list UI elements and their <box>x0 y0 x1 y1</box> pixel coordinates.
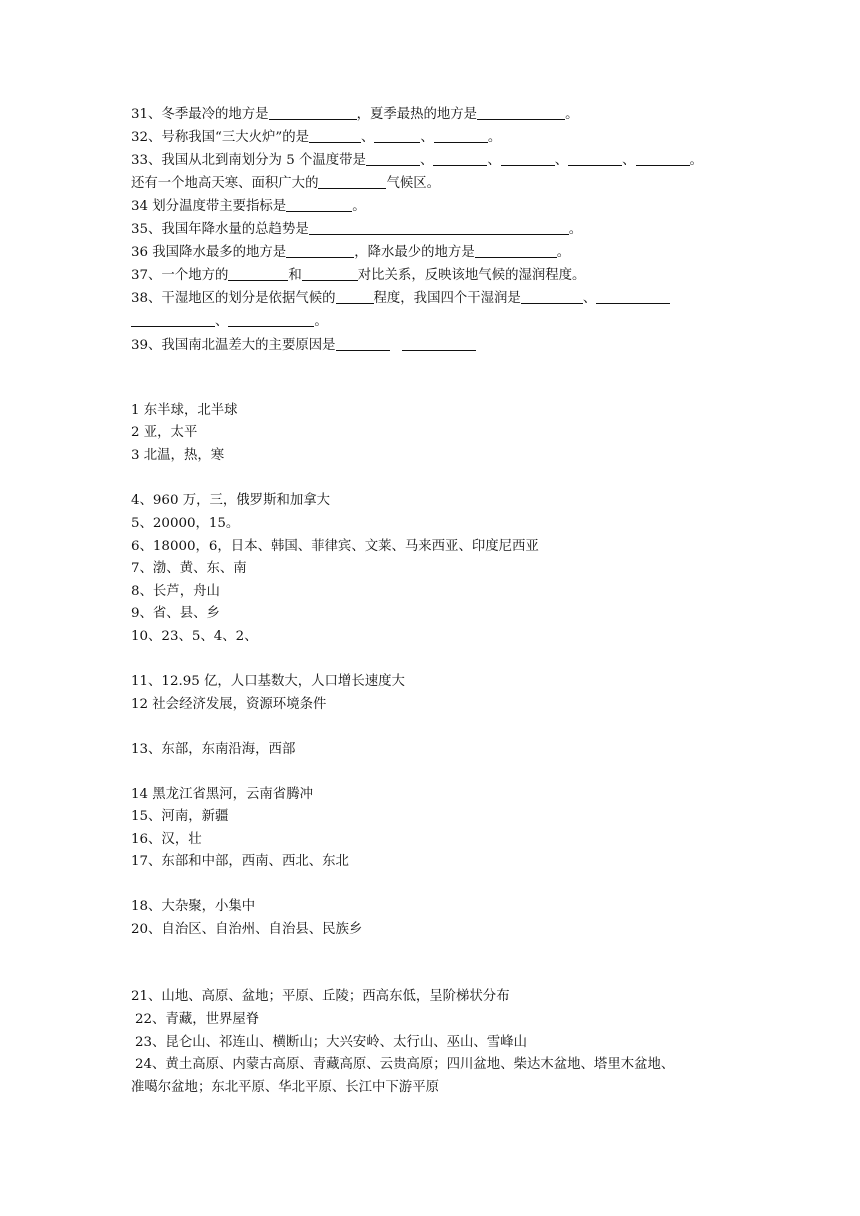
question-text: 。 <box>565 107 579 122</box>
question-38 <box>131 290 670 308</box>
question-33 <box>131 152 703 170</box>
question-38-continued <box>131 313 328 331</box>
fill-blank[interactable] <box>309 221 569 235</box>
fill-blank[interactable] <box>402 337 476 351</box>
answer-line: 9、省、县、乡 <box>131 606 220 621</box>
question-text: 31、冬季最冷的地方是 <box>131 107 269 122</box>
answer-line: 12 社会经济发展，资源环境条件 <box>131 697 327 712</box>
fill-blank[interactable] <box>374 129 420 143</box>
answer-line: 18、大杂聚，小集中 <box>131 899 256 914</box>
fill-blank[interactable] <box>433 152 487 166</box>
fill-blank[interactable] <box>228 267 288 281</box>
answer-line: 10、23、5、4、2、 <box>131 629 258 644</box>
question-text: 。 <box>314 314 328 329</box>
answer-line: 23、昆仑山、祁连山、横断山；大兴安岭、太行山、巫山、雪峰山 <box>135 1035 527 1050</box>
fill-blank[interactable] <box>309 129 361 143</box>
answer-line: 14 黑龙江省黑河，云南省腾冲 <box>131 787 313 802</box>
answer-line: 16、汉，壮 <box>131 832 202 847</box>
fill-blank[interactable] <box>636 152 690 166</box>
answer-line: 17、东部和中部，西南、西北、东北 <box>131 854 349 869</box>
answer-line: 20、自治区、自治州、自治县、民族乡 <box>131 922 363 937</box>
question-37 <box>131 267 585 285</box>
question-32 <box>131 129 501 147</box>
answer-line: 7、渤、黄、东、南 <box>131 561 247 576</box>
question-text: 。 <box>352 199 366 214</box>
question-34 <box>131 198 366 216</box>
question-text: 、 <box>487 153 501 168</box>
answer-line: 21、山地、高原、盆地；平原、丘陵；西高东低，呈阶梯状分布 <box>131 989 510 1004</box>
fill-blank[interactable] <box>596 290 670 304</box>
fill-blank[interactable] <box>302 267 358 281</box>
question-text: 38、干湿地区的划分是依据气候的 <box>131 291 336 306</box>
answer-line: 15、河南，新疆 <box>131 809 229 824</box>
question-text: ，夏季最热的地方是 <box>356 107 478 122</box>
question-text: 、 <box>420 130 434 145</box>
answer-line: 4、960 万，三，俄罗斯和加拿大 <box>131 493 331 508</box>
question-text: 。 <box>689 153 703 168</box>
question-text: 33、我国从北到南划分为 5 个温度带是 <box>131 153 366 168</box>
question-text: 和 <box>288 268 302 283</box>
answer-line: 5、20000，15。 <box>131 516 240 531</box>
fill-blank[interactable] <box>131 313 215 327</box>
question-36 <box>131 244 570 262</box>
answer-line: 24、黄土高原、内蒙古高原、青藏高原、云贵高原；四川盆地、柴达木盆地、塔里木盆地、 <box>135 1057 675 1072</box>
question-text: 、 <box>215 314 229 329</box>
question-text: 。 <box>487 130 502 145</box>
answer-line: 11、12.95 亿，人口基数大，人口增长速度大 <box>131 674 405 689</box>
question-text: 气候区。 <box>386 176 441 191</box>
fill-blank[interactable] <box>521 290 583 304</box>
answer-line: 6、18000，6，日本、韩国、菲律宾、文莱、马来西亚、印度尼西亚 <box>131 539 539 554</box>
fill-blank[interactable] <box>475 244 557 258</box>
question-text: 对比关系，反映该地气候的湿润程度。 <box>357 268 586 283</box>
question-text: 34 划分温度带主要指标是 <box>131 199 287 214</box>
fill-blank[interactable] <box>286 198 352 212</box>
question-31 <box>131 106 578 124</box>
fill-blank[interactable] <box>269 106 357 120</box>
question-text: 程度，我国四个干湿润是 <box>373 291 521 306</box>
fill-blank[interactable] <box>228 313 314 327</box>
fill-blank[interactable] <box>318 175 386 189</box>
fill-blank[interactable] <box>366 152 420 166</box>
answer-line: 8、长芦，舟山 <box>131 584 220 599</box>
fill-blank[interactable] <box>336 290 374 304</box>
question-text: 36 我国降水最多的地方是 <box>131 245 287 260</box>
answer-line: 准噶尔盆地；东北平原、华北平原、长江中下游平原 <box>131 1080 439 1095</box>
answer-line: 22、青藏，世界屋脊 <box>135 1012 260 1027</box>
fill-blank[interactable] <box>434 129 488 143</box>
question-text: 39、我国南北温差大的主要原因是 <box>131 338 336 353</box>
answer-line: 1 东半球，北半球 <box>131 403 238 418</box>
question-39 <box>131 337 476 355</box>
question-text: 35、我国年降水量的总趋势是 <box>131 222 309 237</box>
answer-line: 13、东部，东南沿海，西部 <box>131 742 296 757</box>
question-text: 、 <box>554 153 569 168</box>
fill-blank[interactable] <box>286 244 354 258</box>
question-text: 、 <box>622 153 636 168</box>
fill-blank[interactable] <box>477 106 565 120</box>
question-text: 、 <box>419 153 434 168</box>
question-35 <box>131 221 582 239</box>
question-text: 32、号称我国“三大火炉”的是 <box>131 130 310 145</box>
question-text: 还有一个地高天寒、面积广大的 <box>131 176 319 191</box>
question-text: 、 <box>361 130 375 145</box>
question-text: ，降水最少的地方是 <box>354 245 475 260</box>
question-text: 。 <box>556 245 571 260</box>
question-text: 、 <box>582 291 597 306</box>
fill-blank[interactable] <box>501 152 555 166</box>
answer-line: 3 北温，热，寒 <box>131 448 225 463</box>
answer-line: 2 亚，太平 <box>131 425 198 440</box>
fill-blank[interactable] <box>336 337 390 351</box>
question-text: 。 <box>568 222 583 237</box>
question-text: 37、一个地方的 <box>131 268 229 283</box>
fill-blank[interactable] <box>568 152 622 166</box>
question-33-continued <box>131 175 440 193</box>
